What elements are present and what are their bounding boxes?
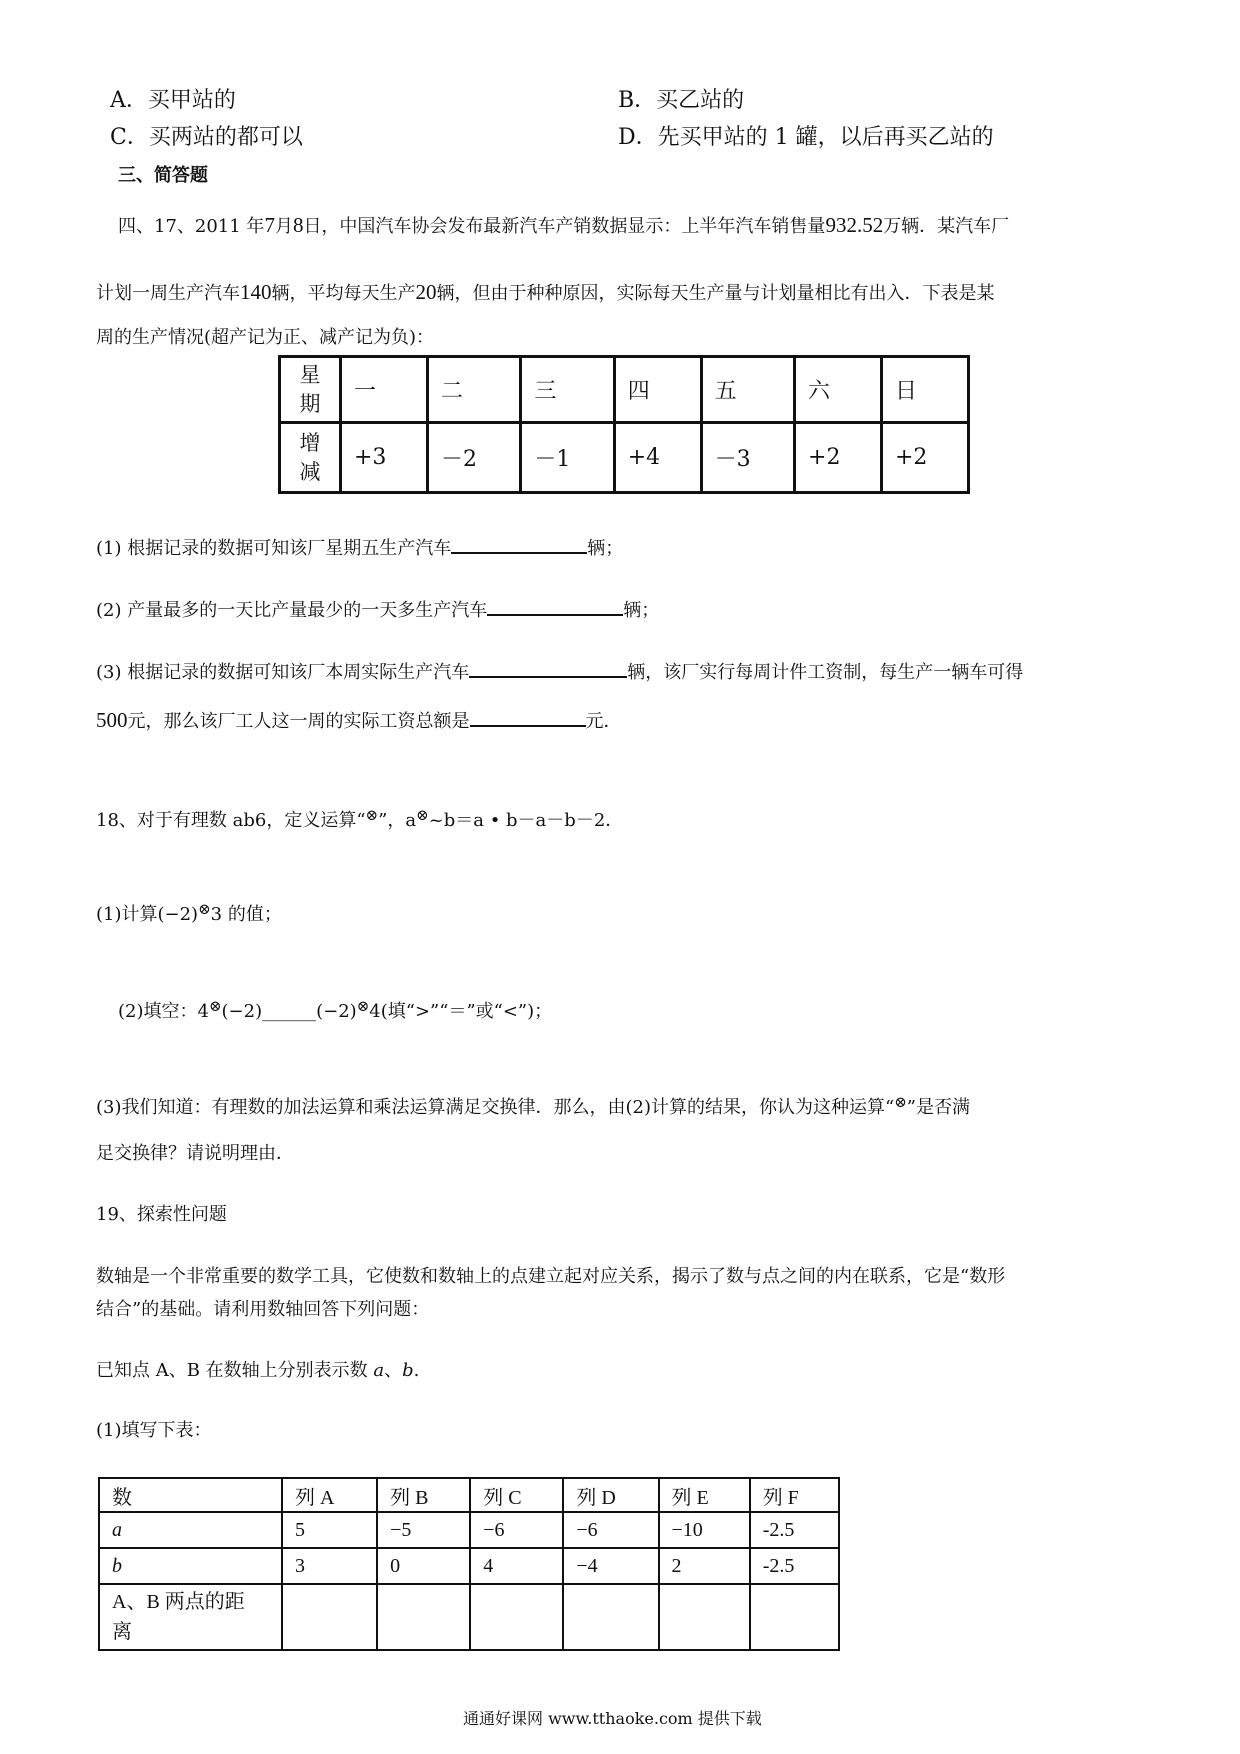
table-cell: 列 B: [377, 1478, 470, 1512]
table-cell: 日: [881, 357, 968, 423]
q19-intro-2: 结合”的基础。请利用数轴回答下列问题：: [96, 1299, 430, 1320]
table-cell: －1: [521, 423, 614, 493]
table-cell: −4: [563, 1548, 658, 1584]
q19-title: 19、探索性问题: [96, 1204, 227, 1225]
table-cell: −5: [377, 1512, 470, 1548]
table-cell: 0: [377, 1548, 470, 1584]
table-cell: 列 C: [470, 1478, 563, 1512]
production-table: [278, 355, 970, 494]
q19-intro-1: 数轴是一个非常重要的数学工具，它使数和数轴上的点建立起对应关系，揭示了数与点之间的内在联系，它是“数形: [96, 1266, 1006, 1287]
table-row: [99, 1548, 839, 1584]
table-cell: 列 E: [659, 1478, 750, 1512]
table-cell: 数: [99, 1478, 282, 1512]
q17-part-2: (2) 产量最多的一天比产量最少的一天多生产汽车 辆；: [96, 596, 659, 622]
answer-cell[interactable]: [282, 1584, 377, 1650]
answer-blank[interactable]: [487, 596, 623, 616]
table-cell: +2: [881, 423, 968, 493]
table-cell: 六: [795, 357, 882, 423]
table-cell: −6: [470, 1512, 563, 1548]
table-cell: 星 期: [280, 357, 341, 423]
answer-cell[interactable]: [470, 1584, 563, 1650]
otimes-symbol: ⊗: [208, 997, 222, 1015]
q18-part-2: (2)填空：4⊗(−2)______(−2)⊗4(填“>”“＝”或“<”)；: [118, 997, 553, 1022]
q18-line: 18、对于有理数 ab6，定义运算“⊗”，a⊗~b＝a • b－a－b－2．: [96, 806, 624, 831]
otimes-symbol: ⊗: [198, 900, 211, 918]
answer-cell[interactable]: [377, 1584, 470, 1650]
otimes-symbol: ⊗: [416, 806, 429, 824]
table-cell: −10: [659, 1512, 750, 1548]
answer-blank[interactable]: [451, 534, 587, 554]
table-cell: -2.5: [750, 1512, 839, 1548]
table-cell: 五: [701, 357, 794, 423]
table-cell: b: [99, 1548, 282, 1584]
option-c: C．买两站的都可以: [110, 125, 303, 150]
answer-cell[interactable]: [750, 1584, 839, 1650]
table-cell: 2: [659, 1548, 750, 1584]
table-row: [280, 357, 969, 423]
table-cell: −6: [563, 1512, 658, 1548]
table-row: [280, 423, 969, 493]
table-cell: 二: [427, 357, 520, 423]
q17-line-2: 计划一周生产汽车140辆，平均每天生产20辆，但由于种种原因，实际每天生产量与计划量相比有出入．下表是某: [96, 280, 995, 304]
otimes-symbol: ⊗: [894, 1093, 907, 1111]
option-b: B．买乙站的: [618, 88, 745, 113]
table-cell: 5: [282, 1512, 377, 1548]
answer-blank[interactable]: [470, 707, 586, 727]
page-footer: 通通好课网 www.tthaoke.com 提供下载: [463, 1709, 762, 1728]
q18-part-3: (3)我们知道：有理数的加法运算和乘法运算满足交换律．那么，由(2)计算的结果，你认为这种运算“⊗”是否满: [96, 1093, 970, 1118]
table-cell: +3: [341, 423, 428, 493]
answer-cell[interactable]: [659, 1584, 750, 1650]
table-cell: －3: [701, 423, 794, 493]
table-cell: +4: [614, 423, 701, 493]
table-cell: A、B 两点的距 离: [99, 1584, 282, 1650]
q17-part-1: (1) 根据记录的数据可知该厂星期五生产汽车 辆；: [96, 534, 623, 560]
table-cell: 列 A: [282, 1478, 377, 1512]
q19-part-1: (1)填写下表：: [96, 1420, 212, 1441]
q19-known: 已知点 A、B 在数轴上分别表示数 a、b.: [96, 1360, 420, 1381]
table-cell: 4: [470, 1548, 563, 1584]
q17-line-3: 周的生产情况(超产记为正、减产记为负)：: [96, 327, 435, 348]
table-cell: 增 减: [280, 423, 341, 493]
table-row: [99, 1478, 839, 1512]
number-axis-table: [98, 1477, 840, 1651]
table-row: [99, 1512, 839, 1548]
table-cell: 一: [341, 357, 428, 423]
section-title-3: 三、简答题: [118, 165, 208, 186]
table-cell: +2: [795, 423, 882, 493]
table-cell: －2: [427, 423, 520, 493]
table-cell: 三: [521, 357, 614, 423]
q18-part-1: (1)计算(−2)⊗3 的值；: [96, 900, 282, 925]
answer-cell[interactable]: [563, 1584, 658, 1650]
table-cell: 列 F: [750, 1478, 839, 1512]
answer-blank[interactable]: [469, 658, 627, 678]
table-cell: -2.5: [750, 1548, 839, 1584]
table-cell: 3: [282, 1548, 377, 1584]
q17-part-3-cont: 500元，那么该厂工人这一周的实际工资总额是 元．: [96, 708, 622, 732]
option-a: A．买甲站的: [110, 88, 236, 113]
option-d: D．先买甲站的 1 罐，以后再买乙站的: [618, 125, 994, 150]
q18-part-3-cont: 足交换律？请说明理由．: [96, 1143, 294, 1164]
q17-line-1: 四、17、2011 年7月8日，中国汽车协会发布最新汽车产销数据显示：上半年汽车销售量932.52万辆．某汽车厂: [118, 213, 1010, 237]
otimes-symbol: ⊗: [365, 806, 379, 824]
table-cell: 四: [614, 357, 701, 423]
table-row: [99, 1584, 839, 1650]
q17-part-3: (3) 根据记录的数据可知该厂本周实际生产汽车 辆，该厂实行每周计件工资制，每生产一辆车可得: [96, 658, 1023, 684]
table-cell: a: [99, 1512, 282, 1548]
table-cell: 列 D: [563, 1478, 658, 1512]
otimes-symbol: ⊗: [356, 997, 370, 1015]
